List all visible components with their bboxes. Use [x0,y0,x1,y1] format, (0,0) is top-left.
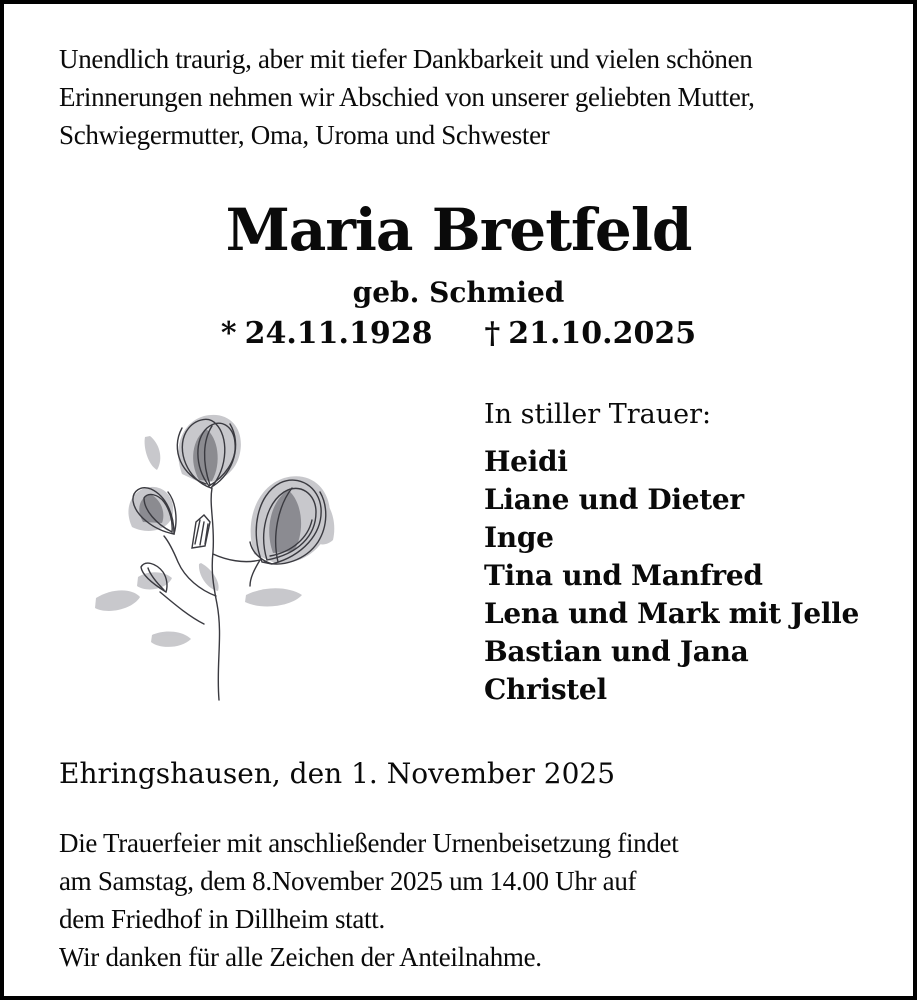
funeral-line: dem Friedhof in Dillheim statt. [59,904,385,934]
mourner-name: Lena und Mark mit Jelle [484,597,860,630]
intro-line: Erinnerungen nehmen wir Abschied von unserer geliebten Mutter, [59,82,755,112]
birth-date: * 24.11.1928 [220,316,433,351]
intro-text [59,40,879,154]
maiden-name: geb. Schmied [352,276,565,309]
mourner-name: Bastian und Jana [484,635,749,668]
flower-sketch-illustration [82,392,402,712]
thanks-note: Wir danken für alle Zeichen der Anteilnahme. [59,942,542,972]
intro-line: Schwiegermutter, Oma, Uroma und Schwester [59,120,550,150]
mourners-list [484,396,884,709]
mourner-name: Liane und Dieter [484,483,744,516]
funeral-line: am Samstag, dem 8.November 2025 um 14.00 Uhr auf [59,866,637,896]
place-dateline: Ehringshausen, den 1. November 2025 [59,757,616,790]
funeral-line: Die Trauerfeier mit anschließender Urnenbeisetzung findet [59,828,679,858]
mourner-name: Christel [484,673,607,706]
funeral-details [59,824,859,938]
death-cross-symbol: † [484,316,501,351]
death-date: † 21.10.2025 [484,316,697,351]
intro-line: Unendlich traurig, aber mit tiefer Dankbarkeit und vielen schönen [59,44,753,74]
mourner-name: Heidi [484,445,568,478]
mourner-name: Inge [484,521,554,554]
birth-star-symbol: * [220,316,237,351]
mourner-name: Tina und Manfred [484,559,763,592]
life-dates [4,316,913,351]
mourners-heading: In stiller Trauer: [484,399,712,430]
deceased-name: Maria Bretfeld [225,196,692,264]
